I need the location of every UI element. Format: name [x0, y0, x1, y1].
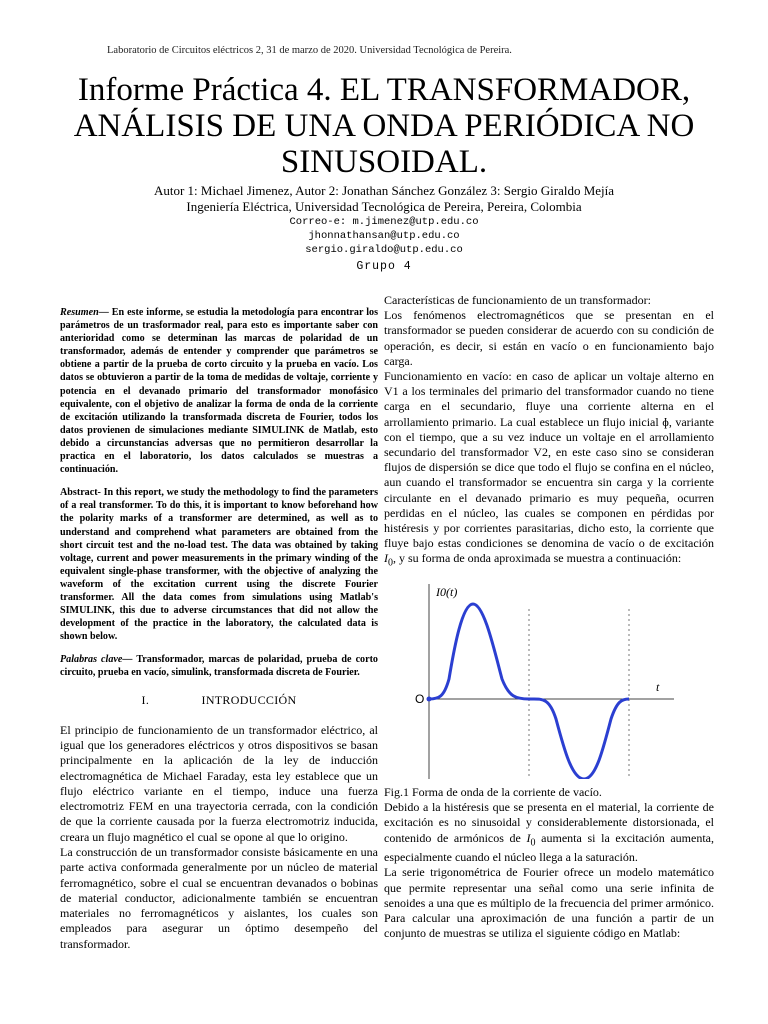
figure-caption: Fig.1 Forma de onda de la corriente de vacío. — [384, 785, 602, 800]
x-axis-label: t — [656, 680, 660, 695]
paper-title: Informe Práctica 4. EL TRANSFORMADOR, ANÁLISIS DE UNA ONDA PERIÓDICA NO SINUSOIDAL. — [73, 72, 695, 180]
section-number: I. — [141, 692, 150, 707]
right-column — [384, 293, 714, 941]
left-column — [60, 306, 378, 952]
intro-paragraph-1: El principio de funcionamiento de un transformador eléctrico, al igual que los generadores eléctricos y otros dispositivos se basan principalmente en la aplicación de la ley de inducción electromagnética de Michael Faraday, esta ley establece que un flujo eléctrico variante en el tiempo, induce una fuerza electromotriz FEM en una trayectoria cerrada, con la condición de que la corriente causada por la fuerza electromotriz inducida, creara un flujo magnético el cual se opone al que lo origino. — [60, 722, 378, 844]
intro-paragraph-2: La construcción de un transformador consiste básicamente en una parte activa conformada generalmente por un núcleo de material ferromagnético, sobre el cual se encuentran devanados o bobinas de material conductor, adicionalmente también se encuentran materiales no ferromagnéticos y aislantes, los cuales son empleados para asegurar un óptimo desempeño del transformador. — [60, 845, 378, 951]
email-1: Correo-e: m.jimenez@utp.edu.co — [289, 216, 479, 228]
fourier-paragraph: La serie trigonométrica de Fourier ofrece un modelo matemático que permite representar una señal como una serie infinita de senoides a una que es múltiplo de la frecuencia del primer armónico. Para calcular una aproximación de una función a partir de un conjunto de muestras se utiliza el siguiente código en Matlab: — [384, 865, 714, 941]
group-label: Grupo 4 — [356, 260, 412, 273]
origin-label: O — [415, 692, 425, 707]
i0-symbol-2: I — [526, 830, 531, 845]
resumen-text: En este informe, se estudia la metodología para encontrar los parámetros de un trasformador real, para esto es importante saber con anterioridad como se determinan las marcas de polaridad de un transformador, además de entender y comprender que parámetros se obtiene a partir de la prueba de corto circuito y la prueba en vacío. Los datos se obtuvieron a partir de la toma de medidas de voltaje, corriente y potencia en el devanado primario del transformador monofásico equivalente, con el objetivo de analizar la forma de onda de la corriente de excitación utilizando la transformada discreta de Fourier, todos los datos provienen de simulaciones mediante SIMULINK de Matlab, esto debido a circunstancias adversas que no permitieron desarrollar la practica en el laboratorio, los datos calculados se muestras a continuación. — [60, 307, 378, 476]
email-3: sergio.giraldo@utp.edu.co — [305, 244, 463, 256]
affiliation-line: Ingeniería Eléctrica, Universidad Tecnológica de Pereira, Pereira, Colombia — [186, 199, 582, 214]
keywords-label: Palabras clave— — [60, 654, 133, 666]
origin-point — [427, 697, 432, 702]
no-load-paragraph: Funcionamiento en vacío: en caso de aplicar un voltaje alterno en V1 a los terminales del primario del transformador cuando no tiene carga en el secundario, fluye una corriente alterna en el arrollamiento primario. La cual establece un flujo inicial ɸ, variante con el tiempo, que a su vez induce un voltaje en el arrollamiento secundario del transformador V2, en este caso sino se consideran flujos de dispersión se dice que todo el flujo se confina en el núcleo, aun cuando el transformador se encuentra sin carga y la corriente circulante en el devanado primario es muy pequeña, ocurren perdidas en el núcleo, las cuales se componen en pérdidas por histéresis y por corrientes parasitarias, dicho esto, la corriente que fluye bajo estas condiciones se denomina de vacío o de excitación $I_0$, y su forma de onda aproximada se muestra a continuación: — [384, 369, 714, 569]
authors-line: Autor 1: Michael Jimenez, Autor 2: Jonathan Sánchez González 3: Sergio Giraldo Mejía — [153, 183, 615, 198]
resumen-paragraph — [60, 306, 378, 476]
abstract-paragraph: Abstract- In this report, we study the methodology to find the parameters of a real transformer. To do this, it is important to know beforehand how the polarity marks of a transformer are determined, as well as to understand and comprehend what parameters are obtained from the short circuit test and the no-load test. The data was obtained by taking voltage, current and power measurements in the primary winding of the equivalent single-phase transformer, with the objective of analyzing the waveform of the excitation current using the discrete Fourier transformer. All the data comes from simulations using Matlab's SIMULINK, this due to adverse circumstances that did not allow the development of the practice in the laboratory, the calculated data is shown below. — [60, 487, 378, 643]
hysteresis-paragraph: Debido a la histéresis que se presenta en el material, la corriente de excitación es no sinusoidal y considerablemente distorsionada, el contenido de armónicos de $I_0$ aumenta si la excitación aumenta, especialmente cuando el núcleo llega a la saturación. — [384, 800, 714, 865]
resumen-label: Resumen— — [60, 307, 109, 318]
running-header: Laboratorio de Circuitos eléctricos 2, 31 de marzo de 2020. Universidad Tecnológica de Pereira. — [107, 45, 512, 56]
y-axis-label: I0(t) — [436, 585, 458, 600]
figure-no-load-current — [384, 579, 714, 779]
section-heading — [60, 694, 378, 707]
section-title: INTRODUCCIÓN — [201, 692, 297, 707]
i0-symbol: I — [384, 551, 388, 566]
waveform-figure — [384, 579, 714, 779]
phenomena-paragraph: Los fenómenos electromagnéticos que se presentan en el transformador se pueden considerar de acuerdo con su condición de operación, es decir, si están en vacío o en funcionamiento bajo carga. — [384, 308, 714, 368]
email-2: jhonnathansan@utp.edu.co — [308, 230, 460, 242]
characteristics-heading: Características de funcionamiento de un transformador: — [384, 293, 651, 307]
author-block — [60, 183, 708, 275]
keywords-paragraph — [60, 653, 378, 679]
keywords-text: Transformador, marcas de polaridad, prueba de corto circuito, prueba en vacío, simulink, transformada discreta de Fourier. — [60, 654, 378, 679]
